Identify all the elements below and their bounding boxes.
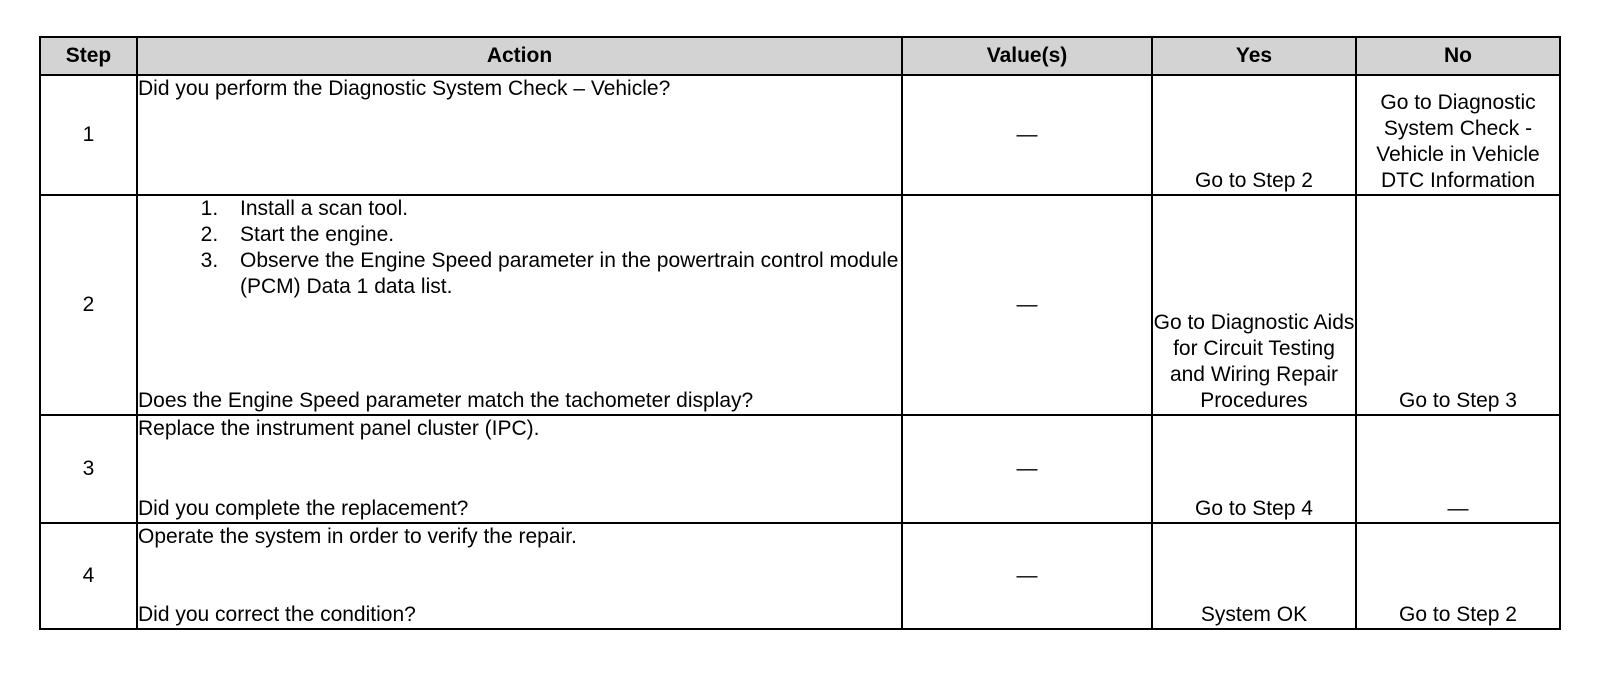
diagnostic-table: [39, 36, 1561, 630]
action-step-list: [138, 196, 901, 300]
table-row: [40, 523, 1560, 629]
action-question: Did you perform the Diagnostic System Check – Vehicle?: [138, 77, 671, 100]
table-row: [40, 75, 1560, 195]
action-question: Did you complete the replacement?: [138, 497, 469, 520]
table-row: [40, 195, 1560, 415]
value-cell: —: [902, 195, 1152, 415]
step-number: 2: [40, 195, 137, 415]
header-row: [40, 37, 1560, 75]
header-step: Step: [40, 37, 137, 75]
value-cell: —: [902, 415, 1152, 523]
action-step: 1. Install a scan tool.: [224, 196, 901, 222]
value-cell: —: [902, 523, 1152, 629]
action-cell: [137, 75, 902, 195]
step-number: 3: [40, 415, 137, 523]
yes-cell: Go to Step 2: [1152, 75, 1356, 195]
step-number: 1: [40, 75, 137, 195]
header-values: Value(s): [902, 37, 1152, 75]
yes-cell: Go to Diagnostic Aids for Circuit Testing and Wiring Repair Procedures: [1152, 195, 1356, 415]
no-cell: Go to Diagnostic System Check - Vehicle in Vehicle DTC Information: [1356, 75, 1560, 195]
header-no: No: [1356, 37, 1560, 75]
no-cell: Go to Step 2: [1356, 523, 1560, 629]
step-number: 4: [40, 523, 137, 629]
no-cell: Go to Step 3: [1356, 195, 1560, 415]
action-step: 2. Start the engine.: [224, 222, 901, 248]
header-yes: Yes: [1152, 37, 1356, 75]
action-cell: [137, 415, 902, 523]
action-instruction: Replace the instrument panel cluster (IPC).: [138, 417, 540, 440]
yes-cell: System OK: [1152, 523, 1356, 629]
action-question: Does the Engine Speed parameter match the tachometer display?: [138, 389, 754, 412]
action-question: Did you correct the condition?: [138, 603, 416, 626]
header-action: Action: [137, 37, 902, 75]
table-row: [40, 415, 1560, 523]
action-step: 3. Observe the Engine Speed parameter in the powertrain control module (PCM) Data 1 data list.: [224, 248, 901, 300]
action-instruction: Operate the system in order to verify the repair.: [138, 525, 577, 548]
action-cell: [137, 195, 902, 415]
value-cell: —: [902, 75, 1152, 195]
no-cell: —: [1356, 415, 1560, 523]
yes-cell: Go to Step 4: [1152, 415, 1356, 523]
action-cell: [137, 523, 902, 629]
